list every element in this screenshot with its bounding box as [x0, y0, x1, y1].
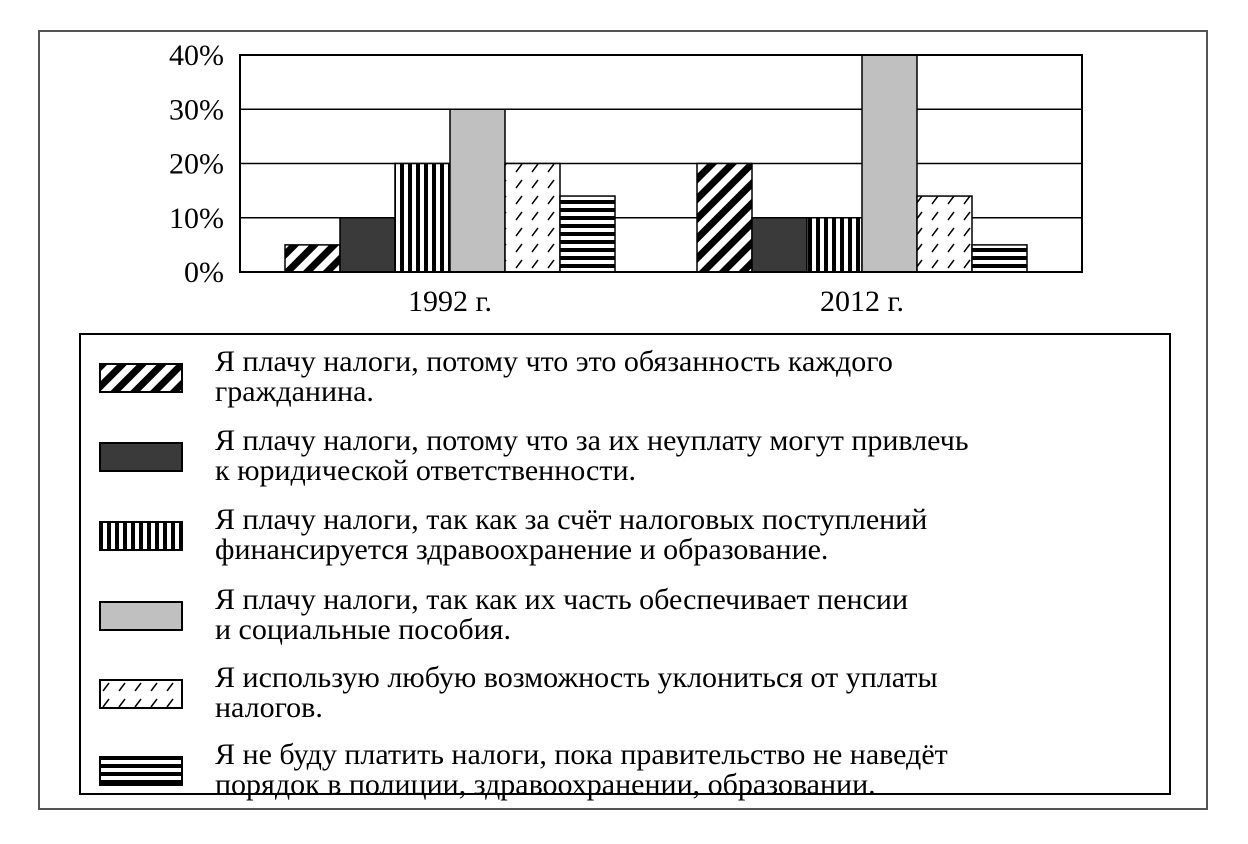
axes	[169, 39, 1082, 318]
bar-dark-solid	[340, 218, 395, 272]
legend-label: Я плачу налоги, потому что это обязанность каждого гражданина.	[215, 345, 893, 408]
legend-swatch	[99, 442, 183, 472]
legend-item	[81, 663, 1169, 729]
bar-dashed-diagonal	[917, 196, 972, 272]
bar-light-gray	[450, 109, 505, 272]
legend-item	[81, 585, 1169, 651]
legend-swatch-fill	[100, 522, 182, 550]
legend-label: Я плачу налоги, так как их часть обеспечивает пенсии и социальные пособия.	[215, 583, 909, 646]
legend-swatch-fill	[100, 680, 182, 708]
legend-swatch	[99, 363, 183, 393]
legend-swatch-fill	[100, 602, 182, 630]
bar-diagonal-thick	[697, 164, 752, 273]
bar-dashed-diagonal	[505, 164, 560, 273]
gridlines	[240, 55, 1082, 218]
y-tick-label: 20%	[169, 147, 224, 181]
bar-diagonal-thick	[285, 245, 340, 272]
legend-label: Я использую любую возможность уклониться от уплаты налогов.	[215, 661, 938, 724]
legend-label: Я плачу налоги, потому что за их неуплату могут привлечь к юридической ответственности.	[215, 424, 969, 487]
y-tick-label: 0%	[184, 256, 224, 289]
bar-chart	[0, 0, 1248, 330]
bar-horizontal-stripes	[972, 245, 1027, 272]
y-tick-label: 10%	[169, 201, 224, 235]
legend-item	[81, 426, 1169, 492]
y-tick-label: 40%	[169, 39, 224, 72]
legend-item	[81, 740, 1169, 806]
x-category-label: 1992 г.	[408, 285, 492, 318]
legend-swatch	[99, 679, 183, 709]
legend	[79, 333, 1171, 801]
bar-dark-solid	[752, 218, 807, 272]
legend-label: Я не буду платить налоги, пока правительство не наведёт порядок в полиции, здравоохранении, образовании.	[215, 738, 948, 801]
legend-swatch-fill	[100, 757, 182, 785]
legend-item	[81, 505, 1169, 571]
bar-vertical-stripes	[395, 164, 450, 273]
legend-swatch	[99, 756, 183, 786]
legend-item	[81, 347, 1169, 413]
bar-light-gray	[862, 55, 917, 272]
legend-label: Я плачу налоги, так как за счёт налоговых поступлений финансируется здравоохранение и образование.	[215, 503, 928, 566]
bar-horizontal-stripes	[560, 196, 615, 272]
y-tick-label: 30%	[169, 93, 224, 127]
bar-vertical-stripes	[807, 218, 862, 272]
legend-swatch-fill	[100, 443, 182, 471]
legend-swatch	[99, 521, 183, 551]
legend-swatch-fill	[100, 364, 182, 392]
x-category-label: 2012 г.	[820, 285, 904, 318]
legend-swatch	[99, 601, 183, 631]
